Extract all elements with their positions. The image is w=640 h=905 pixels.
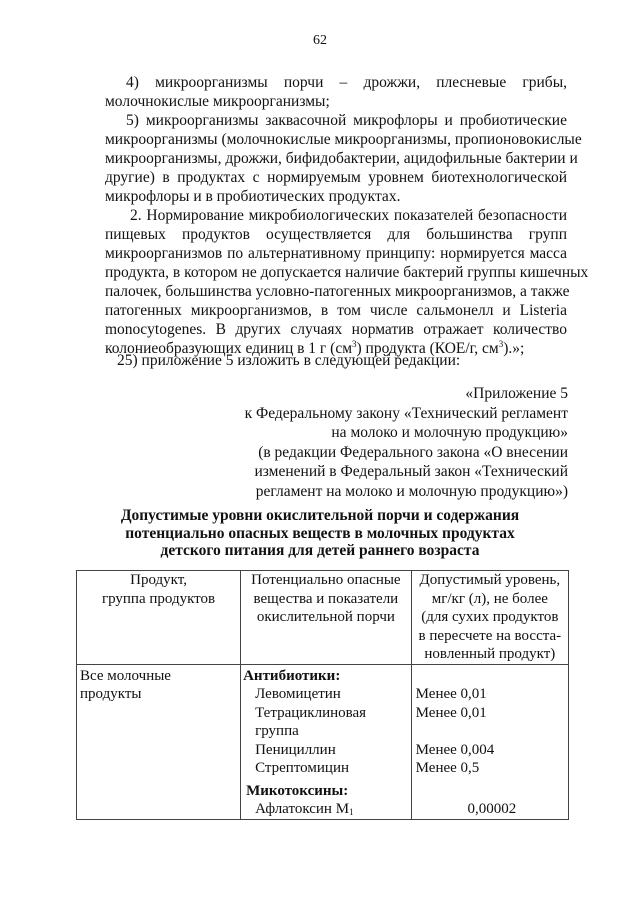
header-substances (241, 571, 412, 665)
table-title-line: потенциально опасных веществ в молочных продуктах (125, 524, 515, 542)
table-title-line: детского питания для детей раннего возраста (160, 542, 480, 559)
header-text: вещества и показатели (253, 590, 399, 607)
paragraph-point2-line4: продукта, в котором не допускается наличие бактерий группы кишечных (105, 264, 589, 281)
paragraph-point2-line1: 2. Нормирование микробиологических показателей безопасности (130, 207, 567, 224)
appendix-header-line: регламент на молоко и молочную продукцию») (255, 482, 568, 500)
limit-streptomycin: Менее 0,5 (415, 760, 480, 776)
substance-aflatoxin (243, 800, 411, 819)
cell-product (77, 664, 241, 819)
subscript: 1 (349, 807, 354, 817)
page-number: 62 (313, 33, 327, 48)
text-fragment: ).»; (503, 340, 525, 357)
header-text: группа продуктов (101, 590, 216, 607)
text-fragment: ) продукта (КОЕ/г, см (356, 340, 499, 357)
paragraph-point2-line2: пищевых продуктов осуществляется для большинства групп (105, 226, 567, 243)
substance-streptomycin: Стрептомицин (255, 760, 349, 776)
header-text: Допустимый уровень, (419, 572, 561, 588)
header-text: (для сухих продуктов (421, 609, 559, 625)
limit-aflatoxin: 0,00002 (467, 801, 517, 817)
superscript: 3 (498, 339, 504, 349)
paragraph-item4-line1: 4) микроорганизмы порчи – дрожжи, плесневые грибы, (126, 74, 567, 91)
group-mycotoxins-label: Микотоксины: (246, 782, 349, 799)
product-text: продукты (80, 686, 142, 702)
paragraph-item5-line4: другие) в продуктах с нормируемым уровнем биотехнологической (105, 169, 567, 186)
header-text: окислительной порчи (256, 609, 395, 625)
limits-table (76, 570, 569, 820)
appendix-header-line: изменений в Федеральный закон «Технический (254, 463, 568, 480)
appendix-header-line: (в редакции Федерального закона «О внесении (258, 443, 568, 461)
header-limit (411, 571, 568, 665)
paragraph-item5-line1: 5) микроорганизмы заквасочной микрофлоры и пробиотические (126, 112, 567, 129)
appendix-header-line: «Приложение 5 (465, 385, 568, 402)
limit-levomycetin: Менее 0,01 (415, 686, 487, 702)
header-text: мг/кг (л), не более (431, 590, 548, 607)
table-title (0, 507, 640, 560)
appendix-header-line: на молоко и молочную продукцию» (331, 424, 568, 441)
text-fragment: колониеобразующих единиц в 1 г (см (105, 340, 353, 357)
paragraph-point2-line5: палочек, большинства условно-патогенных микроорганизмов, а также (105, 283, 570, 300)
header-text: в пересчете на восста- (418, 627, 562, 644)
substance-tetracycline-cont: группа (255, 723, 299, 739)
appendix-header-line: к Федеральному закону «Технический регламент (244, 404, 568, 422)
header-product (77, 571, 241, 665)
table-row (77, 664, 569, 819)
paragraph-point2-line6: патогенных микроорганизмов, в том числе сальмонелл и Listeria (105, 302, 567, 319)
header-text: Продукт, (130, 572, 187, 588)
paragraph-item5-line2: микроорганизмы (молочнокислые микроорганизмы, пропионовокислые (105, 131, 582, 148)
cell-substances (241, 664, 412, 819)
product-text: Все молочные (80, 667, 171, 684)
substance-text: Афлатоксин M (255, 801, 350, 817)
cell-limits (411, 664, 568, 819)
superscript: 3 (352, 339, 357, 349)
substance-levomycetin: Левомицетин (255, 686, 341, 702)
paragraph-point2-line3: микроорганизмов по альтернативному принципу: нормируется масса (105, 245, 567, 262)
table-header-row (77, 571, 569, 665)
paragraph-item5-line5: микрофлоры и в пробиотических продуктах. (105, 188, 401, 205)
appendix-header (245, 384, 568, 501)
header-text: Потенциально опасные (251, 572, 401, 588)
paragraph-item25: 25) приложение 5 изложить в следующей редакции: (117, 352, 461, 369)
header-text: новленный продукт) (424, 646, 556, 662)
paragraph-item4-line2: молочнокислые микроорганизмы; (105, 93, 330, 110)
group-antibiotics-label: Антибиотики: (243, 667, 341, 684)
limit-penicillin: Менее 0,004 (415, 741, 495, 758)
limit-tetracycline: Менее 0,01 (415, 704, 487, 721)
paragraph-point2-line7: monocytogenes. В других случаях норматив отражает количество (105, 321, 567, 338)
substance-tetracycline: Тетрациклиновая (255, 704, 367, 721)
paragraph-item5-line3: микроорганизмы, дрожжи, бифидобактерии, ацидофильные бактерии и (105, 150, 578, 167)
table-title-line: Допустимые уровни окислительной порчи и содержания (120, 507, 520, 524)
substance-penicillin: Пенициллин (255, 741, 336, 758)
